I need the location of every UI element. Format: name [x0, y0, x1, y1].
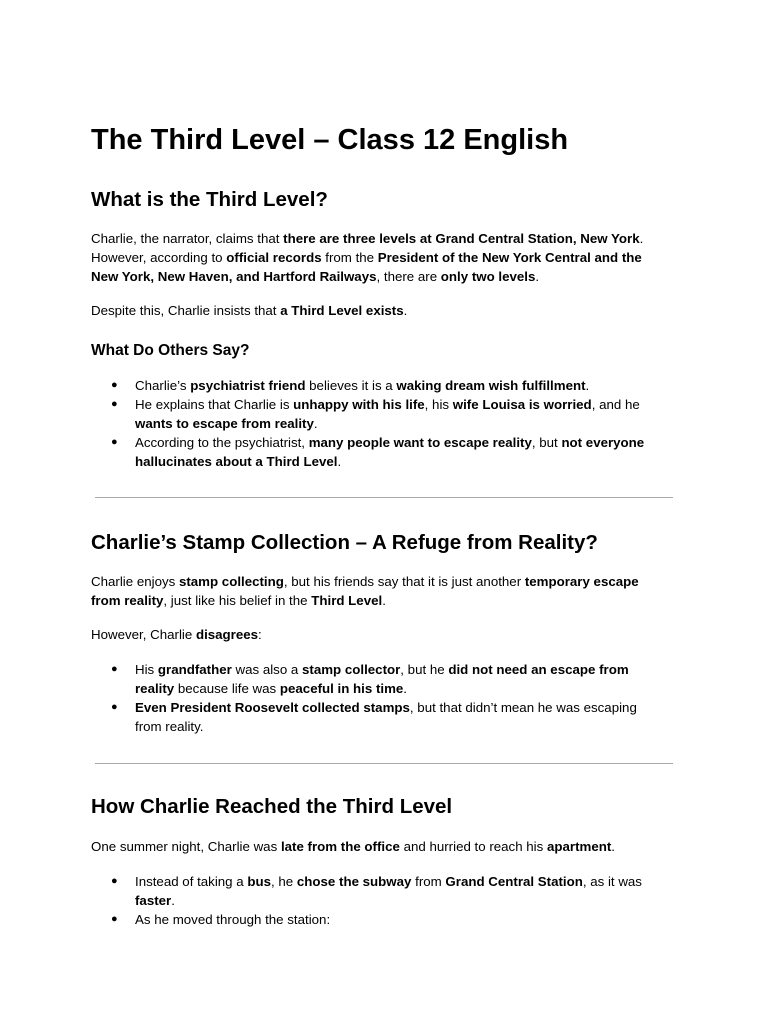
paragraph-charlie-disagrees: However, Charlie disagrees: — [91, 627, 262, 642]
paragraph-three-levels: Charlie, the narrator, claims that there are three levels at Grand Central Station, New York. However, according to official records from the President of the New York Central and the New York, New Haven, and Hartford Railways, there are only two levels. — [91, 231, 644, 284]
paragraph-stamp-collecting: Charlie enjoys stamp collecting, but his friends say that it is just another temporary escape from reality, just like his belief in the Third Level. — [91, 574, 639, 608]
document-title: The Third Level – Class 12 English — [91, 124, 569, 156]
list-item: ● Instead of taking a bus, he chose the subway from Grand Central Station, as it was faster. — [111, 874, 642, 908]
list-item: ● Even President Roosevelt collected stamps, but that didn’t mean he was escaping from reality. — [111, 700, 637, 734]
section-heading-how-charlie-reached: How Charlie Reached the Third Level — [91, 795, 453, 818]
bullet-icon: ● — [111, 701, 118, 713]
bullet-icon: ● — [111, 379, 118, 391]
disagreement-list — [91, 660, 681, 736]
paragraph-summer-night: One summer night, Charlie was late from the office and hurried to reach his apartment. — [91, 839, 615, 854]
bullet-icon: ● — [111, 398, 118, 410]
bullet-icon: ● — [111, 436, 118, 448]
bullet-icon: ● — [111, 663, 118, 675]
list-item: ● His grandfather was also a stamp collector, but he did not need an escape from reality because life was peaceful in his time. — [111, 662, 629, 696]
list-item: ● Charlie’s psychiatrist friend believes it is a waking dream wish fulfillment. — [111, 378, 590, 393]
list-item: ● He explains that Charlie is unhappy with his life, his wife Louisa is worried, and he wants to escape from reality. — [111, 397, 640, 431]
section-divider — [95, 497, 673, 498]
subway-list — [91, 872, 681, 929]
bullet-icon: ● — [111, 875, 118, 887]
section-heading-what-is-third-level: What is the Third Level? — [91, 188, 328, 211]
list-item: ● According to the psychiatrist, many people want to escape reality, but not everyone hallucinates about a Third Level. — [111, 435, 645, 469]
paragraph-third-level-exists: Despite this, Charlie insists that a Third Level exists. — [91, 303, 408, 318]
section-heading-stamp-collection: Charlie’s Stamp Collection – A Refuge from Reality? — [91, 531, 598, 554]
others-say-list — [91, 376, 681, 471]
list-item: ● As he moved through the station: — [111, 912, 331, 927]
bullet-icon: ● — [111, 913, 118, 925]
subheading-what-others-say: What Do Others Say? — [91, 342, 250, 359]
section-divider — [95, 763, 673, 764]
